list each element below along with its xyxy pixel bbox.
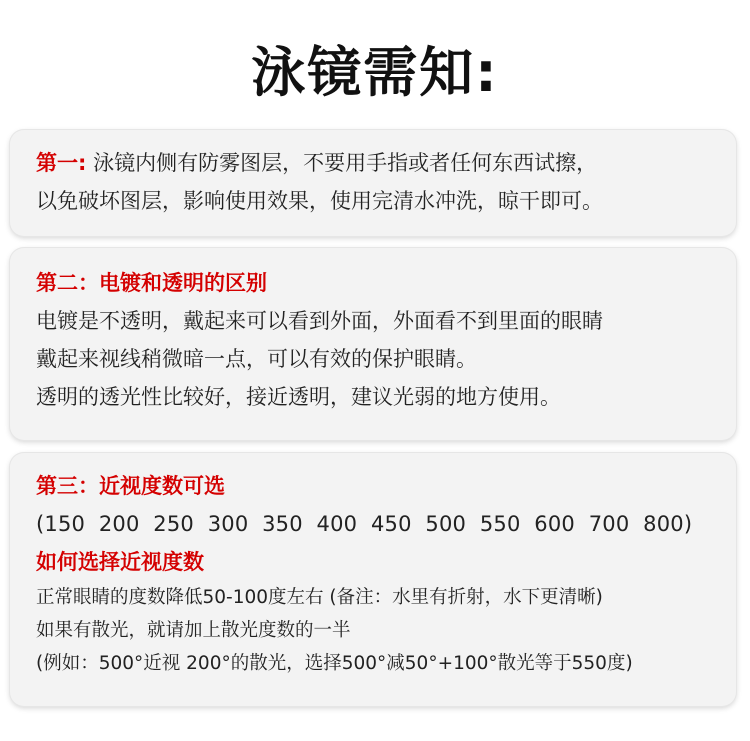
section-plating-vs-clear [10, 248, 736, 440]
section-text: 泳镜内侧有防雾图层，不要用手指或者任何东西试擦， [93, 151, 598, 175]
degree-options: (150 200 250 300 350 400 450 500 550 600 700 800) [36, 512, 693, 536]
section-anti-fog [10, 130, 736, 236]
section-text: 电镀是不透明，戴起来可以看到外面，外面看不到里面的眼睛 [36, 309, 603, 333]
section-text: 如果有散光，就请加上散光度数的一半 [36, 620, 351, 641]
section-heading: 第二：电镀和透明的区别 [36, 271, 267, 295]
section-text: 戴起来视线稍微暗一点，可以有效的保护眼睛。 [36, 347, 477, 371]
section-text: 透明的透光性比较好，接近透明，建议光弱的地方使用。 [36, 385, 561, 409]
section-myopia-degrees [10, 453, 736, 706]
section-heading: 第一: [36, 151, 87, 175]
section-heading: 第三：近视度数可选 [36, 474, 225, 498]
section-text: (例如：500°近视 200°的散光，选择500°减50°+100°散光等于550度) [36, 653, 633, 674]
section-subheading: 如何选择近视度数 [36, 550, 204, 574]
section-text: 以免破坏图层，影响使用效果，使用完清水冲洗，晾干即可。 [36, 189, 603, 213]
section-text: 正常眼睛的度数降低50-100度左右 (备注：水里有折射，水下更清晰) [36, 587, 603, 608]
section-line [36, 144, 710, 182]
page-title: 泳镜需知: [251, 41, 499, 104]
